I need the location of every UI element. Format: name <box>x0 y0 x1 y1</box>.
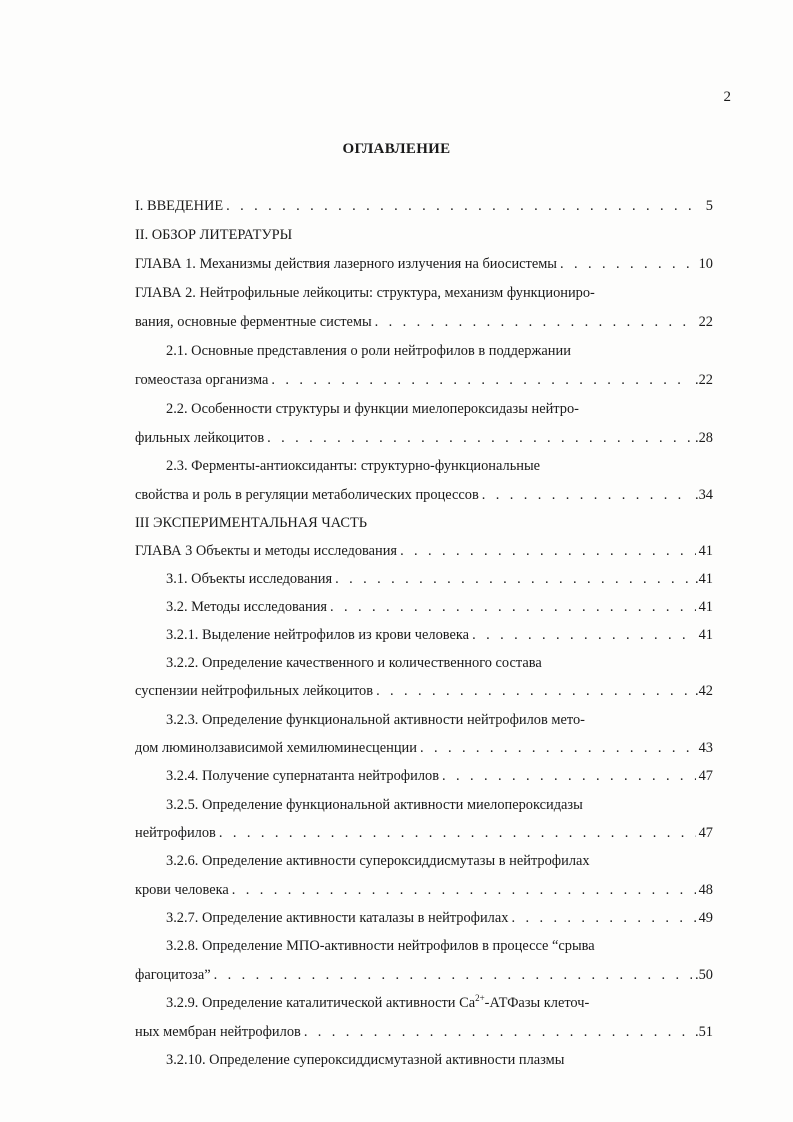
toc-entry-page: .41 <box>695 571 713 587</box>
toc-entry <box>135 596 713 618</box>
toc-entry <box>135 850 713 872</box>
toc-entry-text: свойства и роль в регуляции метаболических процессов <box>135 487 479 503</box>
toc-entry-text: 2.1. Основные представления о роли нейтрофилов в поддержании <box>166 343 571 359</box>
toc-entry-text-before: 3.2.9. Определение каталитической активности Ca <box>166 995 476 1011</box>
toc-entry-text: дом люминолзависимой хемилюминесценции <box>135 740 417 756</box>
toc-entry <box>135 398 713 420</box>
toc-entry-page: 47 <box>698 768 713 784</box>
toc-entry <box>135 680 713 702</box>
toc-entry <box>135 935 713 957</box>
toc-entry <box>135 964 713 986</box>
toc-entry-text: 2.3. Ферменты-антиоксиданты: структурно-функциональные <box>166 458 541 474</box>
toc-entry-text: II. ОБЗОР ЛИТЕРАТУРЫ <box>135 227 293 243</box>
toc-entry <box>135 794 713 816</box>
toc-entry-text: 3.2.5. Определение функциональной активности миелопероксидазы <box>166 797 583 813</box>
toc-entry-page: 5 <box>705 198 713 214</box>
toc-entry <box>135 822 713 844</box>
toc-entry-page: 49 <box>698 910 713 926</box>
toc-entry <box>135 1021 713 1043</box>
dot-leader <box>214 964 692 986</box>
toc-entry <box>135 369 713 391</box>
toc-entry <box>135 652 713 674</box>
toc-entry <box>135 512 713 534</box>
dot-leader <box>482 484 692 506</box>
toc-entry <box>135 195 713 217</box>
toc-entry-page: .34 <box>695 487 713 503</box>
toc-entry-page: 47 <box>698 825 713 841</box>
toc-entry-text: 3.2.3. Определение функциональной активности нейтрофилов мето- <box>166 712 585 728</box>
toc-entry <box>135 992 713 1014</box>
dot-leader <box>376 680 692 702</box>
toc-entry <box>135 624 713 646</box>
toc-entry-page: 41 <box>698 543 713 559</box>
toc-entry-text: нейтрофилов <box>135 825 216 841</box>
toc-entry <box>135 224 713 246</box>
toc-entry-page: .50 <box>695 967 713 983</box>
toc-entry <box>135 907 713 929</box>
toc-entry-text: гомеостаза организма <box>135 372 269 388</box>
toc-entry-text: 3.2.4. Получение супернатанта нейтрофилов <box>166 768 440 784</box>
toc-entry <box>135 340 713 362</box>
dot-leader <box>271 369 692 391</box>
toc-entry-page: .42 <box>695 683 713 699</box>
toc-entry-text: 3.2. Методы исследования <box>166 599 328 615</box>
toc-entry-text: суспензии нейтрофильных лейкоцитов <box>135 683 374 699</box>
toc-entry <box>135 765 713 787</box>
dot-leader <box>375 311 696 333</box>
dot-leader <box>226 195 703 217</box>
toc-entry-text: фильных лейкоцитов <box>135 430 265 446</box>
toc-entry-page: 41 <box>698 627 713 643</box>
dot-leader <box>511 907 695 929</box>
toc-entry <box>135 568 713 590</box>
toc-entry-text: ных мембран нейтрофилов <box>135 1024 301 1040</box>
toc-entry-page: 22 <box>698 314 713 330</box>
toc-entry <box>135 1049 713 1071</box>
toc-entry-text-after: -АТФазы клеточ- <box>484 995 590 1011</box>
toc-entry-page: 43 <box>698 740 713 756</box>
toc-entry <box>135 879 713 901</box>
ion-charge-superscript: 2+ <box>475 993 485 1004</box>
dot-leader <box>420 737 696 759</box>
toc-entry-text: фагоцитоза” <box>135 967 211 983</box>
toc-entry <box>135 427 713 449</box>
toc-entry-text: 3.2.10. Определение супероксиддисмутазной активности плазмы <box>166 1052 565 1068</box>
toc-entry-text: ГЛАВА 2. Нейтрофильные лейкоциты: структура, механизм функциониро- <box>135 285 595 301</box>
toc-entry-page: .28 <box>695 430 713 446</box>
dot-leader <box>560 253 696 275</box>
dot-leader <box>330 596 696 618</box>
toc-entry <box>135 282 713 304</box>
page-number: 2 <box>723 89 731 105</box>
toc-entry-text: ГЛАВА 1. Механизмы действия лазерного излучения на биосистемы <box>135 256 557 272</box>
toc-entry-text: ГЛАВА 3 Объекты и методы исследования <box>135 543 398 559</box>
toc-entry <box>135 737 713 759</box>
toc-entry-text: 2.2. Особенности структуры и функции миелопероксидазы нейтро- <box>166 401 579 417</box>
dot-leader <box>267 427 692 449</box>
toc-entry-text: 3.2.6. Определение активности супероксиддисмутазы в нейтрофилах <box>166 853 590 869</box>
dot-leader <box>442 765 696 787</box>
toc-entry-text: III ЭКСПЕРИМЕНТАЛЬНАЯ ЧАСТЬ <box>135 515 368 531</box>
toc-entry <box>135 311 713 333</box>
toc-entry-text: 3.2.1. Выделение нейтрофилов из крови человека <box>166 627 470 643</box>
dot-leader <box>400 540 696 562</box>
toc-entry <box>135 455 713 477</box>
dot-leader <box>219 822 696 844</box>
toc-entry-text: вания, основные ферментные системы <box>135 314 372 330</box>
toc-entry <box>135 253 713 275</box>
toc-entry-page: .51 <box>695 1024 713 1040</box>
toc-entry <box>135 540 713 562</box>
toc-entry-page: 10 <box>698 256 713 272</box>
toc-entry-text: 3.2.8. Определение МПО-активности нейтрофилов в процессе “срыва <box>166 938 595 954</box>
toc-entry-text: 3.2.2. Определение качественного и количественного состава <box>166 655 542 671</box>
toc-entry-page: 48 <box>698 882 713 898</box>
dot-leader <box>335 568 692 590</box>
dot-leader <box>472 624 696 646</box>
toc-entry-text <box>135 992 589 1014</box>
page-title: ОГЛАВЛЕНИЕ <box>342 141 451 157</box>
toc-entry-text: крови человека <box>135 882 229 898</box>
dot-leader <box>232 879 696 901</box>
toc-entry <box>135 709 713 731</box>
toc-entry <box>135 484 713 506</box>
toc-entry-text: 3.1. Объекты исследования <box>166 571 333 587</box>
toc-entry-text: I. ВВЕДЕНИЕ <box>135 198 224 214</box>
dot-leader <box>304 1021 692 1043</box>
toc-entry-page: .22 <box>695 372 713 388</box>
toc-entry-page: 41 <box>698 599 713 615</box>
toc-entry-text: 3.2.7. Определение активности каталазы в нейтрофилах <box>166 910 509 926</box>
